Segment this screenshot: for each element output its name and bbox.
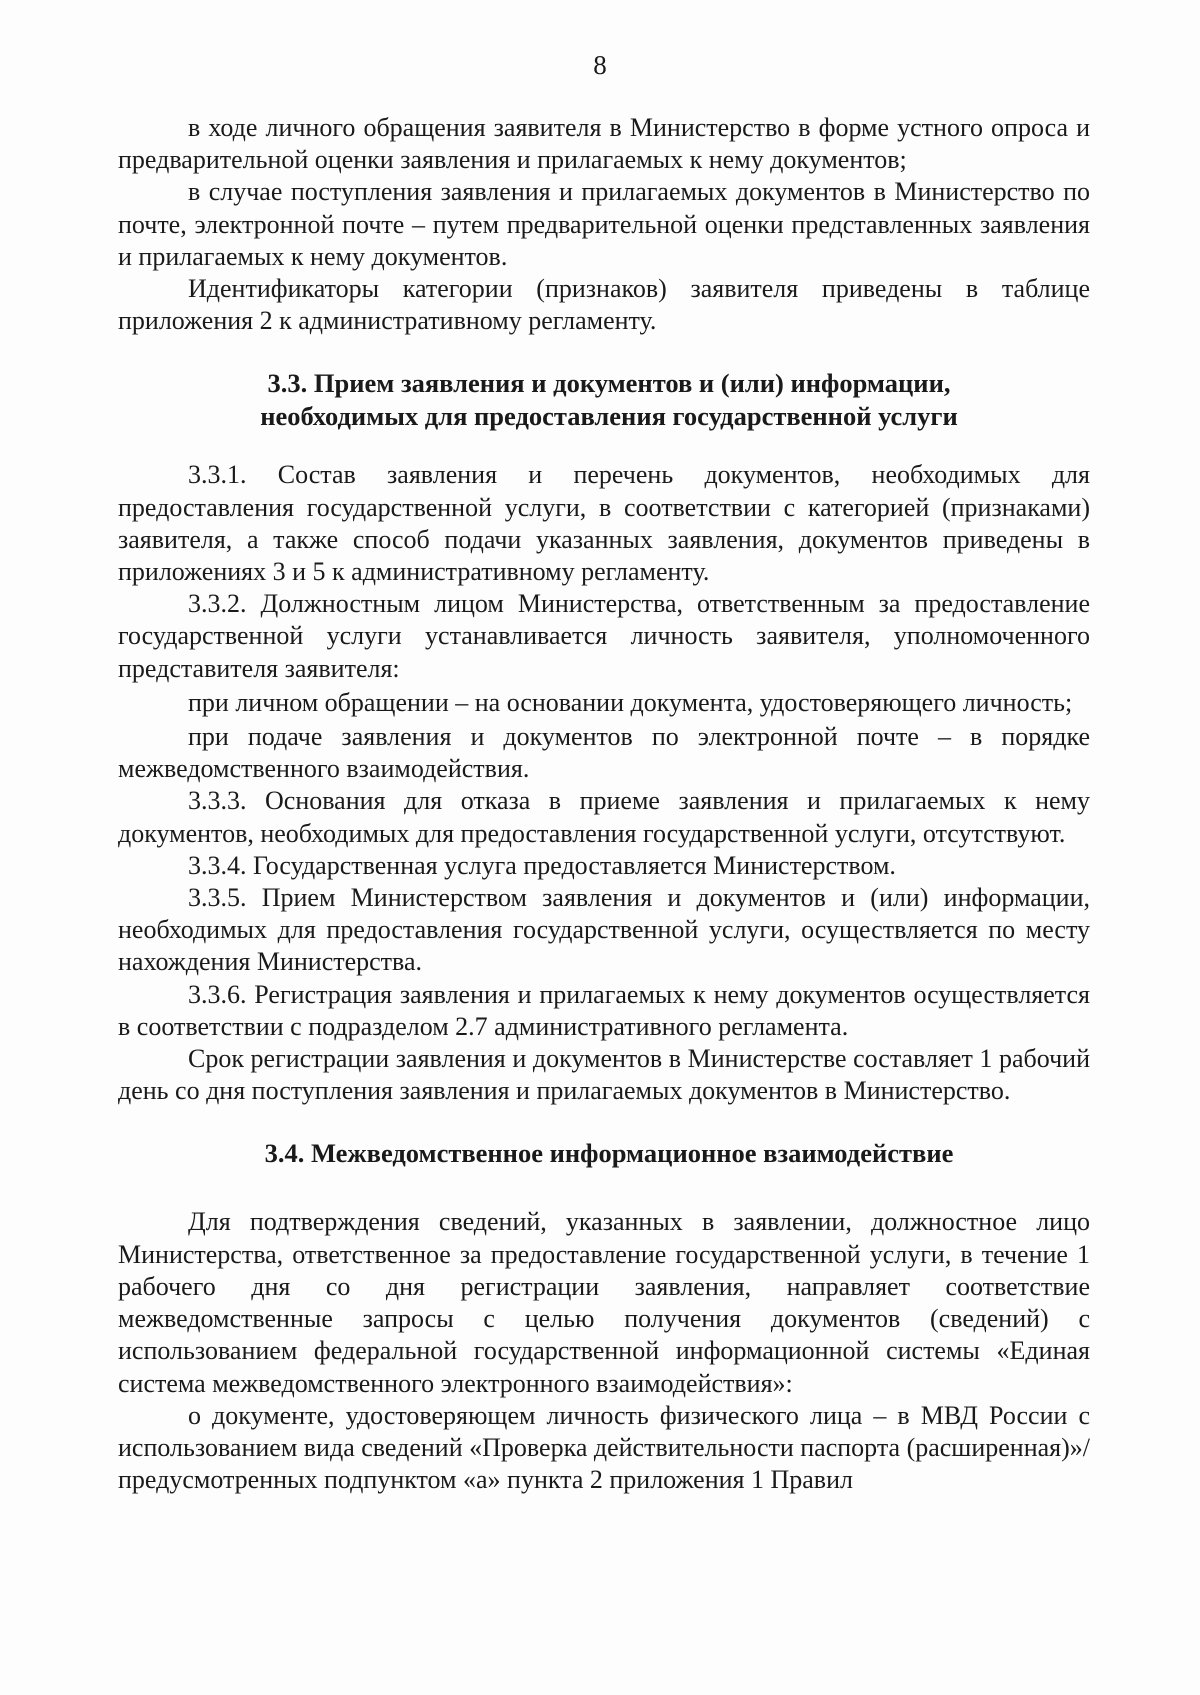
paragraph: 3.3.1. Состав заявления и перечень документов, необходимых для предоставления государственной услуги, в соответствии с категорией (признаками) заявителя, а также способ подачи указанных заявления, документов приведены в приложениях 3 и 5 к административному регламенту. <box>118 460 1090 587</box>
paragraph: 3.3.2. Должностным лицом Министерства, ответственным за предоставление государственной услуги устанавливается личность заявителя, уполномоченного представителя заявителя: <box>118 589 1090 683</box>
paragraph: при подаче заявления и документов по электронной почте – в порядке межведомственного взаимодействия. <box>118 722 1090 784</box>
paragraph: Для подтверждения сведений, указанных в заявлении, должностное лицо Министерства, ответственное за предоставление государственной услуги, в течение 1 рабочего дня со дня регистрации заявления, направляет соответствие межведомственные запросы с целью получения документов (сведений) с использованием федеральной государственной информационной системы «Единая система межведомственного электронного взаимодействия»: <box>118 1207 1090 1398</box>
heading-line: необходимых для предоставления государственной услуги <box>260 401 958 432</box>
paragraph: при личном обращении – на основании документа, удостоверяющего личность; <box>188 687 1073 717</box>
section-heading-3-3 <box>118 367 1090 433</box>
paragraph: 3.3.5. Прием Министерством заявления и документов и (или) информации, необходимых для предоставления государственной услуги, осуществляется по месту нахождения Министерства. <box>118 883 1090 977</box>
paragraph: в случае поступления заявления и прилагаемых документов в Министерство по почте, электронной почте – путем предварительной оценки представленных заявления и прилагаемых к нему документов. <box>118 177 1090 271</box>
section-heading-3-4: 3.4. Межведомственное информационное взаимодействие <box>264 1138 954 1169</box>
page-number: 8 <box>593 50 607 80</box>
paragraph: 3.3.3. Основания для отказа в приеме заявления и прилагаемых к нему документов, необходимых для предоставления государственной услуги, отсутствуют. <box>118 786 1090 848</box>
paragraph: Идентификаторы категории (признаков) заявителя приведены в таблице приложения 2 к административному регламенту. <box>118 274 1090 336</box>
paragraph: о документе, удостоверяющем личность физического лица – в МВД России с использованием вида сведений «Проверка действительности паспорта (расширенная)»/предусмотренных подпунктом «а» пункта 2 приложения 1 Правил <box>118 1400 1090 1495</box>
document-body <box>118 112 1090 1496</box>
paragraph: Срок регистрации заявления и документов в Министерстве составляет 1 рабочий день со дня поступления заявления и прилагаемых документов в Министерство. <box>118 1044 1090 1106</box>
paragraph: 3.3.4. Государственная услуга предоставляется Министерством. <box>188 850 896 880</box>
paragraph: 3.3.6. Регистрация заявления и прилагаемых к нему документов осуществляется в соответствии с подразделом 2.7 административного регламента. <box>118 979 1090 1041</box>
paragraph: в ходе личного обращения заявителя в Министерство в форме устного опроса и предварительной оценки заявления и прилагаемых к нему документов; <box>118 113 1090 175</box>
heading-line: 3.3. Прием заявления и документов и (или) информации, <box>267 368 951 399</box>
